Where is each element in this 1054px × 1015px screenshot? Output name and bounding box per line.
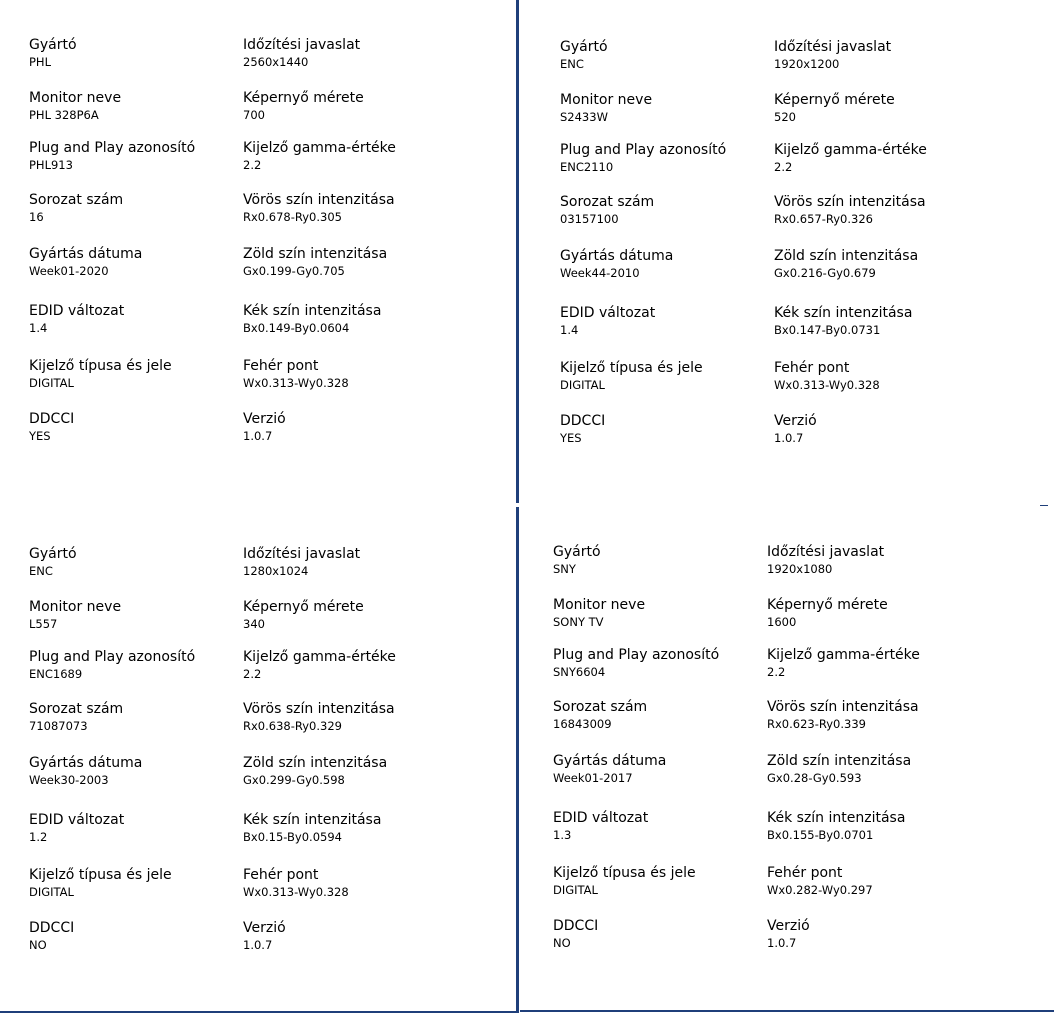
field-ddcci	[560, 412, 765, 458]
field-value: Gx0.199-Gy0.705	[243, 264, 345, 278]
field-value: PHL 328P6A	[29, 108, 99, 122]
field-ddcci	[29, 410, 234, 456]
field-manufacturer	[560, 38, 765, 84]
field-value: Wx0.313-Wy0.328	[243, 885, 349, 899]
field-label: Fehér pont	[243, 358, 319, 374]
field-label: Képernyő mérete	[243, 90, 364, 106]
field-label: EDID változat	[29, 812, 125, 828]
field-blue	[774, 304, 979, 350]
field-gamma	[243, 648, 448, 694]
field-screen-size	[774, 91, 979, 137]
field-value: 1.4	[560, 323, 579, 337]
field-label: Zöld szín intenzitása	[774, 248, 919, 264]
field-value: 1.3	[553, 828, 572, 842]
field-value: 520	[774, 110, 796, 124]
field-label: Sorozat szám	[553, 699, 648, 715]
monitor-info-panel	[560, 38, 1040, 508]
field-label: Vörös szín intenzitása	[243, 701, 395, 717]
field-value: L557	[29, 617, 58, 631]
field-value: 2560x1440	[243, 55, 309, 69]
field-red	[767, 698, 972, 744]
field-value: Week01-2017	[553, 771, 633, 785]
field-timing	[767, 543, 972, 589]
field-mfg-date	[553, 752, 758, 798]
field-label: Zöld szín intenzitása	[243, 246, 388, 262]
field-red	[243, 191, 448, 237]
field-pnp-id	[553, 646, 758, 692]
field-label: Zöld szín intenzitása	[243, 755, 388, 771]
field-label: Képernyő mérete	[767, 597, 888, 613]
field-label: Verzió	[243, 411, 286, 427]
field-label: EDID változat	[553, 810, 649, 826]
field-value: YES	[560, 431, 582, 445]
field-value: Gx0.28-Gy0.593	[767, 771, 862, 785]
field-pnp-id	[29, 648, 234, 694]
field-label: Monitor neve	[553, 597, 646, 613]
field-value: Bx0.149-By0.0604	[243, 321, 350, 335]
field-timing	[774, 38, 979, 84]
field-label: Kijelző típusa és jele	[553, 865, 696, 881]
field-green	[243, 754, 448, 800]
field-value: Wx0.313-Wy0.328	[243, 376, 349, 390]
field-value: Week01-2020	[29, 264, 109, 278]
field-value: 1920x1200	[774, 57, 840, 71]
field-label: Kijelző típusa és jele	[560, 360, 703, 376]
field-value: 71087073	[29, 719, 88, 733]
field-label: Gyártó	[560, 39, 608, 55]
field-value: PHL	[29, 55, 51, 69]
field-version	[243, 410, 448, 456]
field-label: Gyártó	[29, 37, 77, 53]
monitor-info-panel	[553, 543, 1033, 1013]
field-value: 03157100	[560, 212, 619, 226]
field-version	[243, 919, 448, 965]
field-label: Plug and Play azonosító	[553, 647, 720, 663]
field-display-type	[29, 357, 234, 403]
field-label: Vörös szín intenzitása	[767, 699, 919, 715]
field-value: Week44-2010	[560, 266, 640, 280]
field-edid	[29, 302, 234, 348]
field-mfg-date	[560, 247, 765, 293]
field-manufacturer	[553, 543, 758, 589]
field-label: Gyártó	[29, 546, 77, 562]
field-label: DDCCI	[29, 920, 75, 936]
field-label: Monitor neve	[29, 599, 122, 615]
field-value: ENC	[560, 57, 584, 71]
field-green	[774, 247, 979, 293]
field-label: Verzió	[774, 413, 817, 429]
field-value: SONY TV	[553, 615, 604, 629]
field-label: DDCCI	[560, 413, 606, 429]
vertical-divider-top	[516, 0, 519, 503]
field-white	[774, 359, 979, 405]
field-value: 1600	[767, 615, 797, 629]
field-value: PHL913	[29, 158, 73, 172]
field-label: Kijelző gamma-értéke	[243, 649, 396, 665]
field-white	[767, 864, 972, 910]
field-label: Kijelző típusa és jele	[29, 358, 172, 374]
field-value: Bx0.147-By0.0731	[774, 323, 881, 337]
field-mfg-date	[29, 245, 234, 291]
field-monitor-name	[29, 598, 234, 644]
field-label: Plug and Play azonosító	[29, 649, 196, 665]
field-value: 1.0.7	[243, 429, 273, 443]
field-value: 2.2	[774, 160, 793, 174]
field-label: Monitor neve	[29, 90, 122, 106]
field-value: 1.0.7	[774, 431, 804, 445]
field-screen-size	[243, 598, 448, 644]
field-white	[243, 866, 448, 912]
field-pnp-id	[560, 141, 765, 187]
field-label: Fehér pont	[243, 867, 319, 883]
field-value: 1.2	[29, 830, 48, 844]
field-label: Sorozat szám	[560, 194, 655, 210]
field-serial	[29, 700, 234, 746]
field-label: Időzítési javaslat	[243, 37, 361, 53]
monitor-info-panel	[29, 545, 509, 1015]
field-mfg-date	[29, 754, 234, 800]
field-gamma	[774, 141, 979, 187]
field-green	[243, 245, 448, 291]
field-gamma	[243, 139, 448, 185]
field-label: DDCCI	[29, 411, 75, 427]
field-edid	[553, 809, 758, 855]
field-label: Verzió	[767, 918, 810, 934]
field-label: Időzítési javaslat	[243, 546, 361, 562]
field-edid	[29, 811, 234, 857]
field-version	[767, 917, 972, 963]
field-value: Rx0.678-Ry0.305	[243, 210, 342, 224]
field-label: Gyártás dátuma	[29, 755, 143, 771]
field-label: Időzítési javaslat	[774, 39, 892, 55]
field-display-type	[560, 359, 765, 405]
field-value: 1280x1024	[243, 564, 309, 578]
field-value: SNY	[553, 562, 576, 576]
field-value: 700	[243, 108, 265, 122]
field-serial	[560, 193, 765, 239]
field-label: Képernyő mérete	[243, 599, 364, 615]
field-value: Rx0.638-Ry0.329	[243, 719, 342, 733]
field-value: Gx0.216-Gy0.679	[774, 266, 876, 280]
field-edid	[560, 304, 765, 350]
field-label: Zöld szín intenzitása	[767, 753, 912, 769]
field-value: 2.2	[767, 665, 786, 679]
field-label: Sorozat szám	[29, 192, 124, 208]
field-value: Gx0.299-Gy0.598	[243, 773, 345, 787]
field-screen-size	[243, 89, 448, 135]
field-value: 1.4	[29, 321, 48, 335]
field-screen-size	[767, 596, 972, 642]
field-label: Időzítési javaslat	[767, 544, 885, 560]
field-value: Bx0.15-By0.0594	[243, 830, 342, 844]
field-monitor-name	[29, 89, 234, 135]
field-value: S2433W	[560, 110, 608, 124]
field-value: ENC2110	[560, 160, 614, 174]
field-value: 2.2	[243, 158, 262, 172]
field-value: ENC1689	[29, 667, 83, 681]
field-ddcci	[553, 917, 758, 963]
field-label: Kék szín intenzitása	[774, 305, 913, 321]
field-blue	[767, 809, 972, 855]
field-value: Wx0.313-Wy0.328	[774, 378, 880, 392]
field-label: DDCCI	[553, 918, 599, 934]
field-value: DIGITAL	[29, 376, 74, 390]
field-label: Fehér pont	[767, 865, 843, 881]
field-value: 340	[243, 617, 265, 631]
field-label: Gyártó	[553, 544, 601, 560]
field-value: ENC	[29, 564, 53, 578]
field-label: Sorozat szám	[29, 701, 124, 717]
field-label: Vörös szín intenzitása	[243, 192, 395, 208]
field-serial	[29, 191, 234, 237]
field-label: Kék szín intenzitása	[767, 810, 906, 826]
field-display-type	[553, 864, 758, 910]
field-value: 16843009	[553, 717, 612, 731]
field-gamma	[767, 646, 972, 692]
field-value: DIGITAL	[29, 885, 74, 899]
field-label: Plug and Play azonosító	[29, 140, 196, 156]
field-blue	[243, 811, 448, 857]
field-label: Kijelző gamma-értéke	[243, 140, 396, 156]
field-red	[243, 700, 448, 746]
field-value: Wx0.282-Wy0.297	[767, 883, 873, 897]
field-value: 1.0.7	[243, 938, 273, 952]
field-label: Gyártás dátuma	[29, 246, 143, 262]
field-blue	[243, 302, 448, 348]
field-value: Bx0.155-By0.0701	[767, 828, 874, 842]
field-ddcci	[29, 919, 234, 965]
field-monitor-name	[553, 596, 758, 642]
field-label: Vörös szín intenzitása	[774, 194, 926, 210]
field-label: Gyártás dátuma	[560, 248, 674, 264]
field-value: 2.2	[243, 667, 262, 681]
field-red	[774, 193, 979, 239]
field-value: 1.0.7	[767, 936, 797, 950]
vertical-divider-bottom	[516, 507, 519, 1013]
field-label: Képernyő mérete	[774, 92, 895, 108]
field-manufacturer	[29, 36, 234, 82]
field-serial	[553, 698, 758, 744]
field-label: Monitor neve	[560, 92, 653, 108]
monitor-info-panel	[29, 36, 509, 506]
field-label: EDID változat	[29, 303, 125, 319]
field-version	[774, 412, 979, 458]
field-pnp-id	[29, 139, 234, 185]
field-value: SNY6604	[553, 665, 606, 679]
field-display-type	[29, 866, 234, 912]
field-value: Rx0.623-Ry0.339	[767, 717, 866, 731]
field-manufacturer	[29, 545, 234, 591]
field-monitor-name	[560, 91, 765, 137]
field-timing	[243, 36, 448, 82]
field-label: Plug and Play azonosító	[560, 142, 727, 158]
field-value: DIGITAL	[560, 378, 605, 392]
field-value: NO	[29, 938, 47, 952]
field-label: Verzió	[243, 920, 286, 936]
field-label: Kijelző gamma-értéke	[767, 647, 920, 663]
horizontal-divider-edge-marker	[1040, 505, 1048, 506]
field-label: Kijelző típusa és jele	[29, 867, 172, 883]
field-value: Week30-2003	[29, 773, 109, 787]
field-value: DIGITAL	[553, 883, 598, 897]
field-label: EDID változat	[560, 305, 656, 321]
field-value: NO	[553, 936, 571, 950]
field-label: Fehér pont	[774, 360, 850, 376]
field-value: YES	[29, 429, 51, 443]
field-label: Kijelző gamma-értéke	[774, 142, 927, 158]
field-value: Rx0.657-Ry0.326	[774, 212, 873, 226]
field-value: 16	[29, 210, 44, 224]
field-timing	[243, 545, 448, 591]
field-value: 1920x1080	[767, 562, 833, 576]
field-label: Gyártás dátuma	[553, 753, 667, 769]
field-label: Kék szín intenzitása	[243, 303, 382, 319]
field-green	[767, 752, 972, 798]
field-white	[243, 357, 448, 403]
field-label: Kék szín intenzitása	[243, 812, 382, 828]
